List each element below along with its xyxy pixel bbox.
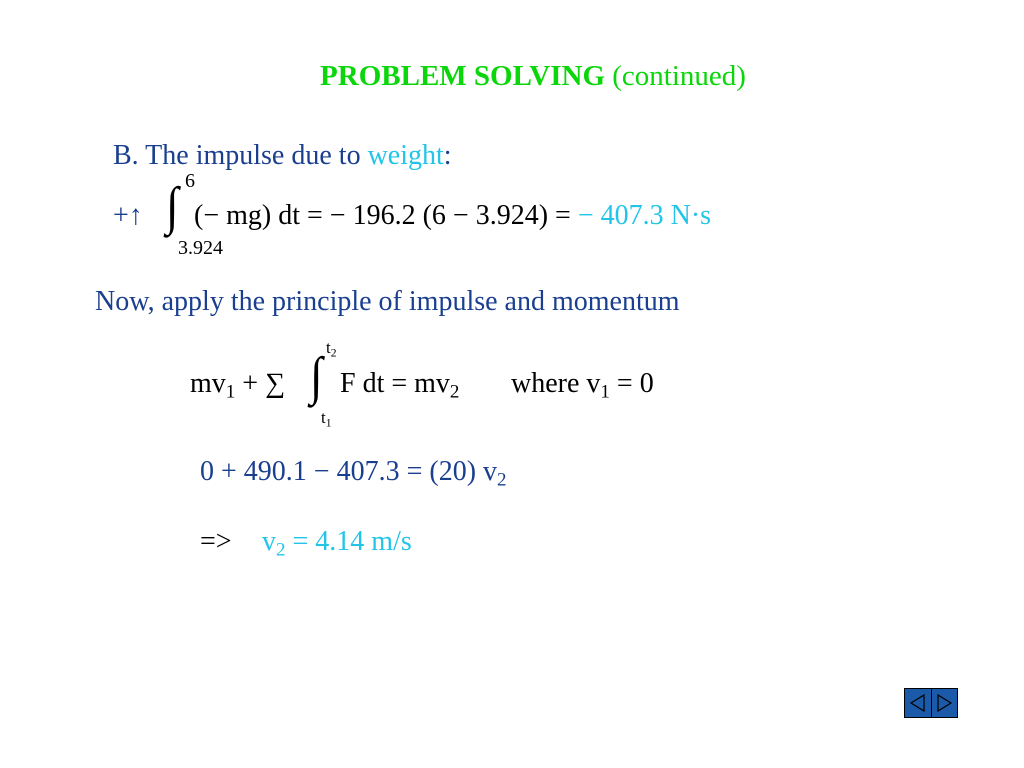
integral-symbol-1: ∫ [166, 176, 179, 236]
momentum-middle-sub: 2 [449, 381, 460, 403]
slide-title [0, 60, 1024, 93]
integral-upper-limit-1: 6 [185, 170, 195, 192]
integral-lower-limit-2 [321, 408, 332, 428]
weight-sign: +↑ [113, 200, 143, 231]
momentum-lhs-mv: mv [190, 368, 226, 399]
title-rest: (continued) [605, 60, 746, 92]
section-b-suffix: : [443, 140, 452, 171]
momentum-lhs [190, 368, 286, 403]
answer-arrow: => [200, 526, 232, 557]
weight-expression-text: (− mg) dt = − 196.2 (6 − 3.924) = [194, 200, 578, 231]
substitution-sub: 2 [497, 469, 507, 491]
integral-lower-limit-1: 3.924 [178, 237, 223, 259]
title-bold: PROBLEM SOLVING [320, 60, 606, 92]
answer-var: v [262, 526, 276, 557]
triangle-right-icon [934, 693, 954, 713]
weight-impulse-expression [194, 200, 711, 232]
momentum-middle: F dt = mv [340, 368, 450, 399]
slide-nav-buttons [904, 688, 958, 718]
previous-slide-button[interactable] [905, 689, 931, 717]
momentum-plus-sum: + ∑ [235, 368, 286, 399]
weight-impulse-result: − 407.3 N·s [577, 200, 712, 231]
answer-sub: 2 [276, 539, 286, 561]
section-b-heading [113, 140, 452, 172]
answer-result [262, 526, 412, 561]
lower-limit-sub: 1 [325, 416, 332, 430]
momentum-lhs-sub: 1 [225, 381, 236, 403]
principle-text: Now, apply the principle of impulse and momentum [95, 286, 680, 317]
integral-upper-limit-2 [326, 338, 337, 358]
section-b-highlight: weight [367, 140, 444, 171]
momentum-rhs [340, 368, 460, 403]
where-value: = 0 [609, 368, 654, 399]
substitution-equation [200, 456, 507, 491]
substitution-text: 0 + 490.1 − 407.3 = (20) v [200, 456, 498, 487]
integral-symbol-2: ∫ [310, 346, 323, 406]
where-sub: 1 [600, 381, 610, 403]
section-b-prefix: B. The impulse due to [113, 140, 368, 171]
momentum-where-clause [511, 368, 654, 403]
triangle-left-icon [908, 693, 928, 713]
answer-value: = 4.14 m/s [285, 526, 412, 557]
where-text: where v [511, 368, 601, 399]
lower-limit-base: t [321, 408, 326, 427]
upper-limit-base: t [326, 338, 331, 357]
next-slide-button[interactable] [932, 689, 958, 717]
upper-limit-sub: 2 [330, 346, 337, 360]
